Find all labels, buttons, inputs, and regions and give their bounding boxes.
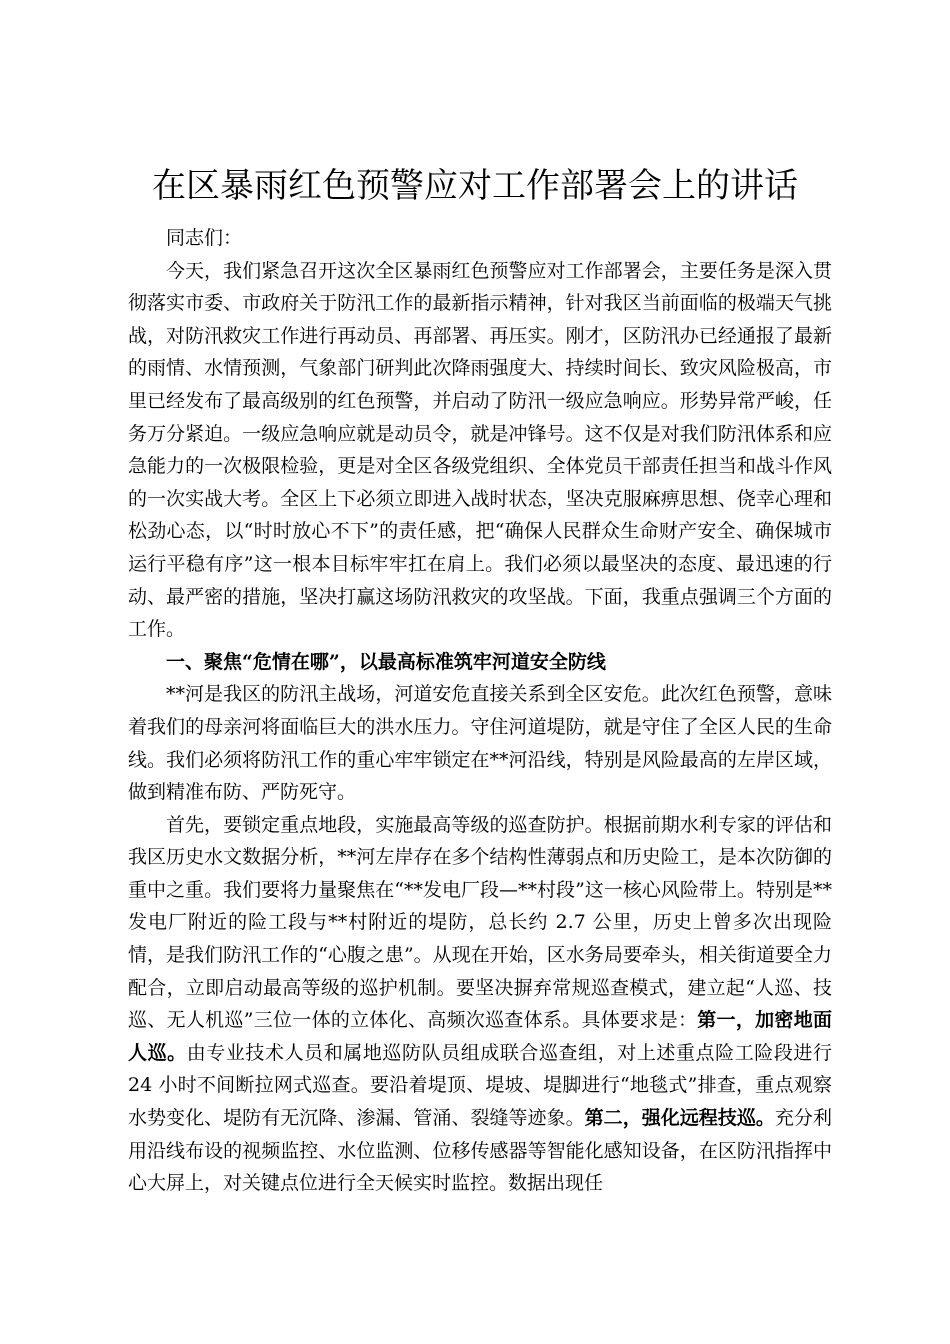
paragraph-patrol — [128, 809, 832, 1200]
paragraph-patrol-intro: 首先，要锁定重点地段，实施最高等级的巡查防护。根据前期水利专家的评估和我区历史水文数据分析，**河左岸存在多个结构性薄弱点和历史险工，是本次防御的重中之重。我们要将力量聚焦在“**发电厂段—**村段”这一核心风险带上。特别是**发电厂附近的险工段与**村附近的堤防，总长约 2.7 公里，历史上曾多次出现险情，是我们防汛工作的“心腹之患”。从现在开始，区水务局要牵头，相关街道要全力配合，立即启动最高等级的巡护机制。要坚决摒弃常规巡查模式，建立起“人巡、技巡、无人机巡”三位一体的立体化、高频次巡查体系。具体要求是： — [128, 813, 832, 1032]
point-1-label: 第一，加密地面人巡。 — [128, 1009, 832, 1064]
paragraph-river: **河是我区的防汛主战场，河道安危直接关系到全区安危。此次红色预警，意味着我们的母亲河将面临巨大的洪水压力。守住河道堤防，就是守住了全区人民的生命线。我们必须将防汛工作的重心牢牢锁定在**河沿线，特别是风险最高的左岸区域，做到精准布防、严防死守。 — [128, 683, 832, 804]
salutation: 同志们： — [166, 227, 243, 249]
paragraph-intro: 今天，我们紧急召开这次全区暴雨红色预警应对工作部署会，主要任务是深入贯彻落实市委、市政府关于防汛工作的最新指示精神，针对我区当前面临的极端天气挑战，对防汛救灾工作进行再动员、再部署、再压实。刚才，区防汛办已经通报了最新的雨情、水情预测，气象部门研判此次降雨强度大、持续时间长、致灾风险极高，市里已经发布了最高级别的红色预警，并启动了防汛一级应急响应。形势异常严峻，任务万分紧迫。一级应急响应就是动员令，就是冲锋号。这不仅是对我们防汛体系和应急能力的一次极限检验，更是对全区各级党组织、全体党员干部责任担当和战斗作风的一次实战大考。全区上下必须立即进入战时状态，坚决克服麻痹思想、侥幸心理和松劲心态，以“时时放心不下”的责任感，把“确保人民群众生命财产安全、确保城市运行平稳有序”这一根本目标牢牢扛在肩上。我们必须以最坚决的态度、最迅速的行动、最严密的措施，坚决打赢这场防汛救灾的攻坚战。下面，我重点强调三个方面的工作。 — [128, 259, 832, 641]
point-1-text: 由专业技术人员和属地巡防队员组成联合巡查组，对上述重点险工险段进行 24 小时不间断拉网式巡查。要沿着堤顶、堤坡、堤脚进行“地毯式”排查，重点观察水势变化、堤防有无沉降、渗漏、管涌、裂缝等迹象。 — [128, 1041, 832, 1130]
point-2-text: 充分利用沿线布设的视频监控、水位监测、位移传感器等智能化感知设备，在区防汛指挥中心大屏上，对关键点位进行全天候实时监控。数据出现任 — [128, 1107, 832, 1195]
document-body — [128, 222, 832, 1200]
document-title: 在区暴雨红色预警应对工作部署会上的讲话 — [152, 166, 798, 206]
point-2-label: 第二，强化远程技巡。 — [584, 1107, 775, 1130]
section-heading-1: 一、聚焦“危情在哪”，以最高标准筑牢河道安全防线 — [166, 650, 606, 673]
